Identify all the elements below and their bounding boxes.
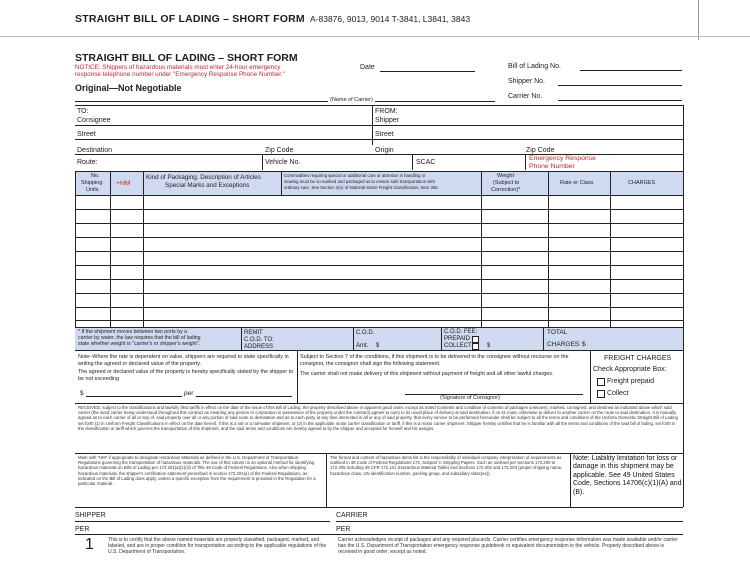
weight-note-3: state whether weight is "carrier's or shipper's weight". [78, 341, 201, 347]
carrier-per-label: PER [336, 526, 351, 533]
acknowledge-text: Carrier acknowledges receipt of packages and any required placards. Carrier certifies emergency response information was made available and/or carrier has the U.S. Department of Transportation emergency response guidebook or equivalent documentation in the vehicle. Property described above is received in good order, except as noted. [338, 537, 678, 555]
received-bottom-border [75, 453, 683, 454]
remit-2: C.O.D. TO: [244, 337, 274, 343]
table-row[interactable] [75, 279, 683, 280]
certify-text: This is to certify that the above named materials are properly classified, packaged, marked, and labeled, and are in proper condition for transportation according to the applicable regulations of the U.S. Department of Transportation. [108, 537, 327, 555]
table-row[interactable] [75, 251, 683, 252]
amt-dollar: $ [376, 343, 380, 349]
check-box-label: Check Appropriate Box: [593, 366, 667, 373]
street-line[interactable] [75, 139, 683, 140]
total-dollar: $ [582, 341, 586, 348]
emergency-label2: Phone Number [529, 163, 575, 170]
col-hm: +HM [116, 180, 131, 187]
col-kind-1: Kind of Packaging, Description of Articles [146, 174, 261, 181]
vehicle-divider [412, 154, 413, 170]
col-charges: CHARGES [628, 180, 656, 186]
amt-label: Amt. [356, 343, 369, 349]
remit-3: ADDRESS [244, 344, 274, 350]
declared-value: The agreed or declared value of the property is hereby specifically stated by the shipper to be not exceeding [78, 369, 294, 382]
prepaid-label: PREPAID [444, 336, 470, 342]
original-label: Original—Not Negotiable [75, 83, 182, 93]
bill-no-label: Bill of Lading No. [508, 63, 561, 70]
col-kind-2: Special Marks and Exceptions [165, 182, 250, 189]
col-comm-1: Commodities requiring special or additional care or attention in handling or [284, 173, 426, 178]
col-border-6 [610, 171, 611, 327]
address-top-border [75, 105, 683, 106]
to-label: TO: [77, 108, 89, 115]
weight-note-1: * If the shipment moves between two ports by a [78, 329, 187, 335]
shipper-label: Shipper [375, 117, 400, 124]
table-row[interactable] [75, 265, 683, 266]
col-border-right [683, 105, 684, 507]
total-1: TOTAL [547, 329, 568, 336]
copy-number: 1 [85, 536, 94, 553]
carrier-no-line[interactable] [558, 100, 682, 101]
declared-dollar: $ [80, 390, 84, 397]
freight-collect-label: Collect [607, 390, 629, 397]
hm-left-note: Mark with "HM" if appropriate to designate Hazardous Materials as defined in the U.S. Department of Transportation Regulations governing the transportation of hazardous materials. The use of this column is an optional method for identifying hazardous materials on Bills of Lading per 172.201(a)(1)(iii) of Title 49 Code of Federal Regulations. Also when shipping hazardous materials, the shipper's certification statement prescribed in section 172.204(a) of the Federal Regulations, as indicated on the Bill of Lading does apply, unless a specific exception from the requirement is provided in the Regulation for a particular material. [78, 455, 316, 487]
hm-div-1 [326, 453, 327, 507]
per-label: per [184, 390, 194, 397]
table-row[interactable] [75, 209, 683, 210]
street-label: Street [77, 131, 96, 138]
collect-label: COLLECT [444, 343, 472, 349]
col-weight-1: Weight [497, 173, 515, 179]
declared-value-line[interactable] [86, 396, 182, 397]
summary-bottom-border [75, 350, 683, 351]
hm-bottom-border [75, 507, 683, 508]
terms-div-2 [590, 350, 591, 403]
collect-checkbox[interactable] [472, 343, 479, 350]
rate-note: Note–Where the rate is dependent on value, shippers are required to state specifically in writing the agreed or declared value of the property. [78, 354, 289, 367]
terms-div-1 [297, 350, 298, 403]
scac-divider [525, 154, 526, 170]
shipper-no-label: Shipper No. [508, 78, 545, 85]
vehicle-label: Vehicle No. [265, 159, 301, 166]
notice-line1: NOTICE: Shippers of hazardous materials must enter 24-hour emergency [75, 64, 281, 71]
summary-div-4 [543, 328, 544, 350]
col-comm-3: ordinary care. See Section 2(e) of National Motor Freight Classification, Item 360. [284, 185, 439, 190]
consignor-signature-caption: (Signature of Consignor) [440, 395, 500, 401]
section7-text: Subject to Section 7 of the conditions, if this shipment is to be delivered to the consignee without recourse on the consignor, the consignor shall sign the following statement. [300, 354, 569, 367]
zip-label: Zip Code [265, 147, 294, 154]
consignee-label: Consignee [77, 117, 111, 124]
summary-div-2 [353, 328, 354, 350]
col-border-4 [481, 171, 482, 327]
destination-label: Destination [77, 147, 113, 154]
carrier-shall-text: The carrier shall not make delivery of this shipment without payment of freight and all other lawful charges. [300, 371, 554, 377]
notice-line2: response telephone number under "Emergency Response Phone Number." [75, 71, 285, 78]
terms-bottom-border [75, 403, 683, 404]
date-label: Date [360, 64, 375, 71]
table-row[interactable] [75, 237, 683, 238]
freight-collect-checkbox[interactable] [597, 390, 605, 398]
prepaid-checkbox[interactable] [472, 336, 479, 343]
carrier-name-caption: (Name of Carrier) [330, 97, 373, 103]
col-weight-3: Correction)* [491, 187, 521, 193]
shipper-per-label: PER [75, 526, 90, 533]
carrier-sign-label: CARRIER [336, 512, 368, 519]
shipper-sign-line[interactable] [75, 521, 330, 522]
col-border-3 [281, 171, 282, 195]
date-line[interactable] [380, 71, 475, 72]
weight-note-2: carrier by water, the law requires that the bill of lading [78, 335, 201, 341]
table-row[interactable] [75, 307, 683, 308]
codfee-dollar: $ [487, 343, 491, 349]
carrier-sign-line[interactable] [336, 521, 683, 522]
hm-right-note: The format and content of hazardous items list is the responsibility of individual company interpretation of requirements as outlined in 49 Code of Federal Regulations 172, Subpart C-Shipping Papers. Such as outlined per Sections 172.200 to 172.205 including 49 CFR 172.101 (Hazardous Material Table) and Sections 172.202 and 172.203 (proper shipping name, hazardous class, UN identification number, packing group, and subsidiary class(es)). [330, 455, 563, 476]
route-label: Route: [77, 159, 98, 166]
carrier-name-line[interactable] [75, 101, 495, 102]
emergency-label1: Emergency Response [529, 155, 596, 162]
codfee-label: C.O.D. FEE: [444, 329, 478, 335]
col-weight-2: (Subject to [493, 180, 520, 186]
street2-label: Street [375, 131, 394, 138]
col-no-1: No. [91, 173, 100, 179]
from-label: FROM: [375, 108, 398, 115]
header-codes: A-83876, 9013, 9014 T-3841, L3841, 3843 [310, 14, 471, 24]
summary-div-3 [441, 328, 442, 350]
header-title: STRAIGHT BILL OF LADING – SHORT FORM [75, 13, 305, 25]
received-text: RECEIVED, subject to the classifications and lawfully filed tariffs in effect on the date of the issue of this Bill of Lading, the property described above in apparent good order, except as noted (contents and condition of contents of packages unknown), marked, consigned, and destined as indicated above which said carrier (the word carrier being understood throughout this contract as meaning any person or corporation in possession of the property under the contract) agrees to carry to its usual place of delivery at said destination, if on its route, otherwise to deliver to another carrier on the route to said destination. It is mutually agreed as to each carrier of all or any of, said property over all or any portion of said route to destination and as to each party at any time interested in all or any of said property, that every service to be performed hereunder shall be subject to all the terms and conditions of the Uniform Domestic Straight Bill of Lading set forth (1) in Uniform Freight Classifications in effect on the date hereof, if this is a rail or a rail-water shipment, or (2) in the applicable motor carrier classification or tariff, if this is a motor carrier shipment. Shipper hereby certifies that he is familiar with all the terms and conditions of the said bill of lading, set forth in the classification or tariff which governs the transportation of this shipment, and the said terms and conditions are hereby agreed to by the shipper and accepted for himself and his assigns. [78, 405, 678, 431]
table-header-border [75, 195, 683, 196]
freight-prepaid-checkbox[interactable] [597, 378, 605, 386]
col-comm-2: stowing must be so marked and packaged as to ensure safe transportation with [284, 179, 435, 184]
tear-edge [698, 0, 699, 40]
remit-1: REMIT [244, 330, 263, 336]
cod-label: C.O.D. [356, 330, 375, 336]
per-line[interactable] [196, 396, 292, 397]
liability-note: Note: Liability limitation for loss or damage in this shipment may be applicable. See 49 United States Code, Sections 14706(c)(1)(A) and (B). [573, 455, 682, 496]
col-border-left [75, 171, 76, 327]
zip2-label: Zip Code [526, 147, 555, 154]
freight-charges-title: FREIGHT CHARGES [604, 355, 672, 362]
shipper-no-line[interactable] [558, 85, 682, 86]
route-divider [262, 154, 263, 170]
carrier-no-label: Carrier No. [508, 93, 543, 100]
consignee-line[interactable] [75, 125, 683, 126]
freight-prepaid-label: Freight prepaid [607, 378, 655, 385]
bill-no-line[interactable] [580, 70, 682, 71]
origin-label: Origin [375, 147, 394, 154]
col-border-2 [143, 171, 144, 327]
table-row[interactable] [75, 293, 683, 294]
table-row[interactable] [75, 320, 683, 321]
tear-line [0, 36, 750, 37]
col-border-1 [110, 171, 111, 327]
total-2: CHARGES: [547, 341, 581, 348]
per-line-border [75, 534, 683, 535]
shipper-sign-label: SHIPPER [75, 512, 106, 519]
table-row[interactable] [75, 223, 683, 224]
form-title: STRAIGHT BILL OF LADING – SHORT FORM [75, 52, 298, 64]
col-no-2: Shipping [81, 180, 103, 186]
col-border-5 [548, 171, 549, 327]
summary-div-1 [241, 328, 242, 350]
hm-div-2 [570, 453, 571, 507]
col-rate: Rate or Class [560, 180, 594, 186]
col-no-3: Units [86, 187, 99, 193]
scac-label: SCAC [416, 159, 436, 166]
